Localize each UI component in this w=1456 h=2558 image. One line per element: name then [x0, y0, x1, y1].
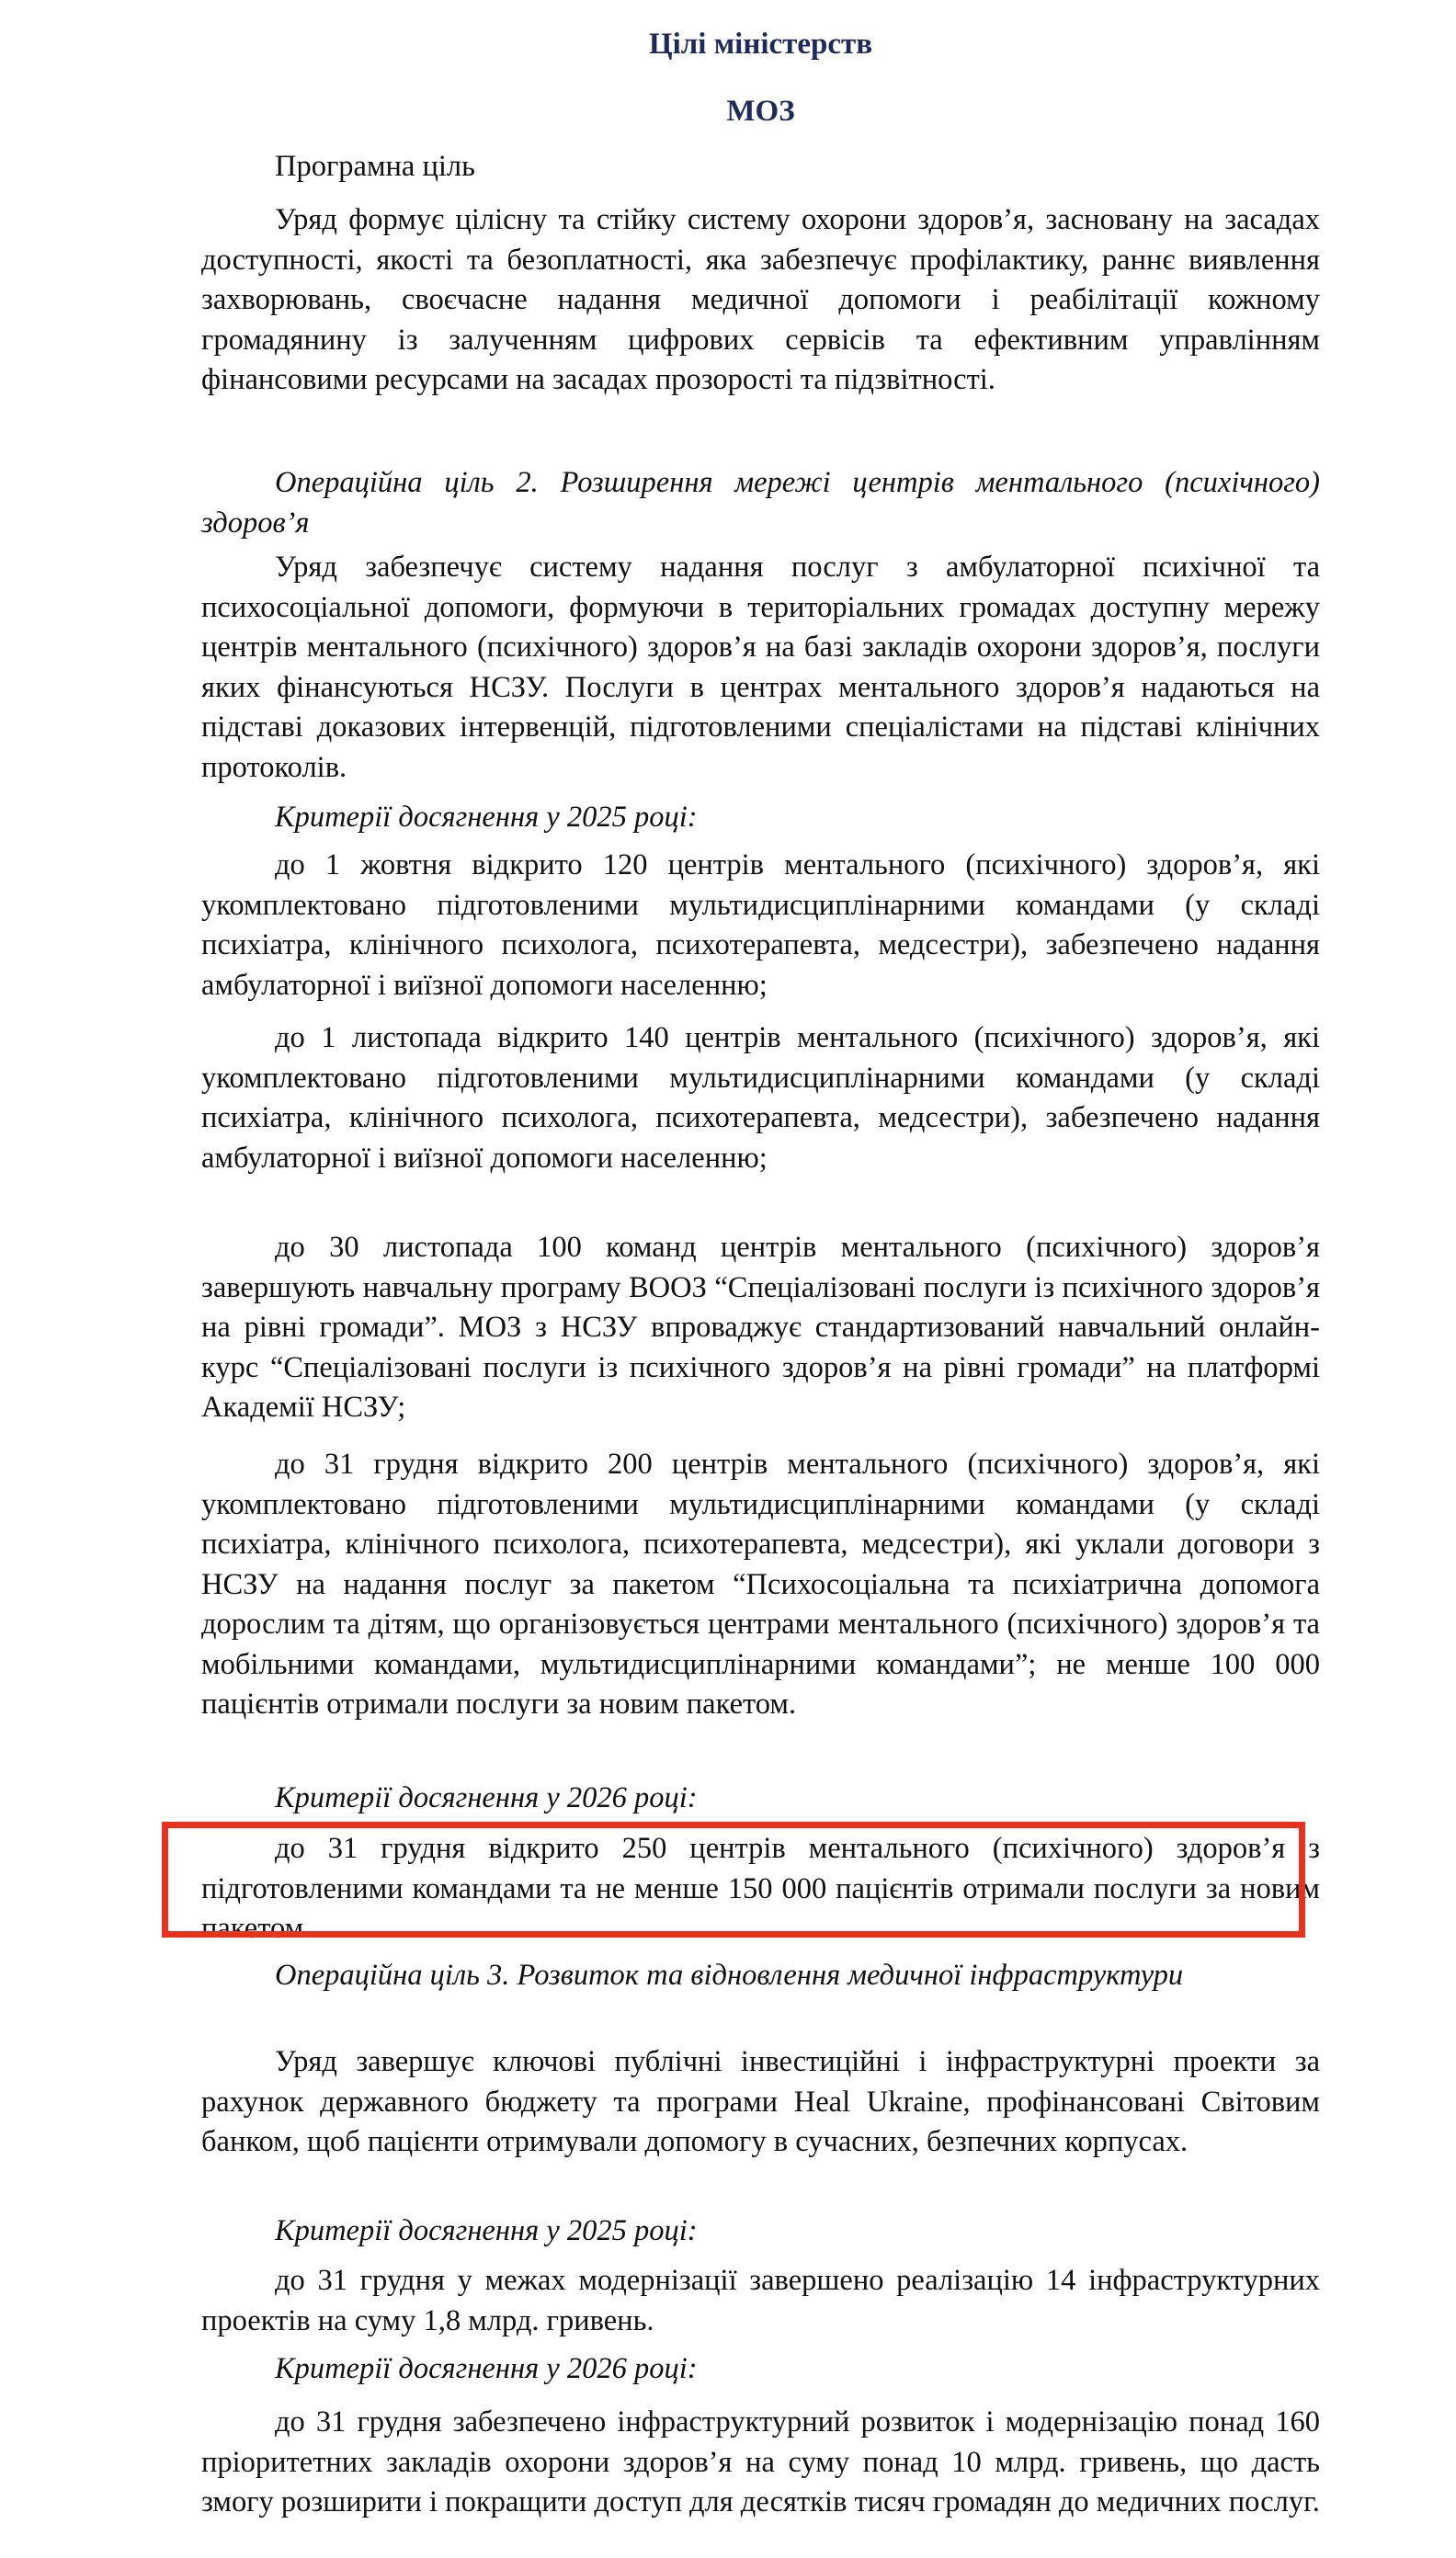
goal2-criterion-2025-4: до 31 грудня відкрито 200 центрів ментального (психічного) здоров’я, які укомплектовано підготовленими мультидисциплінарними командами (у складі психіатра, клінічного психолога, психотерапевта, медсестри), які уклали договори з НСЗУ на надання послуг за пакетом “Психосоціальна та психіатрична допомога дорослим та дітям, що організовується центрами ментального (психічного) здоров’я та мобільними командами, мультидисциплінарними командами”; не менше 100 000 пацієнтів отримали послуги за новим пакетом. [201, 1448, 1320, 1721]
goal3-text: Уряд завершує ключові публічні інвестиційні і інфраструктурні проекти за рахунок державного бюджету та програми Heal Ukraine, профінансовані Світовим банком, щоб пацієнти отримували допомогу в сучасних, безпечних корпусах. [201, 2045, 1320, 2158]
goal2-criterion-2025-3: до 30 листопада 100 команд центрів ментального (психічного) здоров’я завершують навчальну програму ВООЗ “Спеціалізовані послуги із психічного здоров’я на рівні громади”. МОЗ з НСЗУ впроваджує стандартизований навчальний онлайн-курс “Спеціалізовані послуги із психічного здоров’я на рівні громади” на платформі Академії НСЗУ; [201, 1231, 1320, 1424]
goal2-criteria-2025-label: Критерії досягнення у 2025 році: [275, 801, 698, 834]
page-title: Цілі міністерств [648, 28, 873, 61]
goal2-text: Уряд забезпечує систему надання послуг з амбулаторної психічної та психосоціальної допомоги, формуючи в територіальних громадах доступну мережу центрів ментального (психічного) здоров’я на базі закладів охорони здоров’я, послуги яких фінансуються НСЗУ. Послуги в центрах ментального здоров’я надаються на підставі доказових інтервенцій, підготовленими спеціалістами на підставі клінічних протоколів. [201, 551, 1320, 784]
goal2-title: Операційна ціль 2. Розширення мережі центрів ментального (психічного) здоров’я [201, 466, 1320, 540]
goal3-criterion-2025: до 31 грудня у межах модернізації завершено реалізацію 14 інфраструктурних проектів на суму 1,8 млрд. гривень. [201, 2264, 1320, 2337]
goal3-criteria-2026-label: Критерії досягнення у 2026 році: [275, 2352, 698, 2385]
goal2-criteria-2026-label: Критерії досягнення у 2026 році: [275, 1781, 698, 1814]
goal2-criterion-2025-1: до 1 жовтня відкрито 120 центрів ментального (психічного) здоров’я, які укомплектовано підготовленими мультидисциплінарними командами (у складі психіатра, клінічного психолога, психотерапевта, медсестри), забезпечено надання амбулаторної і виїзної допомоги населенню; [201, 848, 1320, 1002]
goal3-title: Операційна ціль 3. Розвиток та відновлення медичної інфраструктури [275, 1959, 1184, 1992]
goal2-criterion-2025-2: до 1 листопада відкрито 140 центрів ментального (психічного) здоров’я, які укомплектовано підготовленими мультидисциплінарними командами (у складі психіатра, клінічного психолога, психотерапевта, медсестри), забезпечено надання амбулаторної і виїзної допомоги населенню; [201, 1021, 1320, 1175]
ministry-name: МОЗ [726, 95, 795, 128]
goal3-criteria-2025-label: Критерії досягнення у 2025 році: [275, 2214, 698, 2247]
goal3-criterion-2026: до 31 грудня забезпечено інфраструктурний розвиток і модернізацію понад 160 пріоритетних закладів охорони здоров’я на суму понад 10 млрд. гривень, що дасть змогу розширити і покращити доступ для десятків тисяч громадян до медичних послуг. [201, 2405, 1320, 2518]
goal2-criterion-2026: до 31 грудня відкрито 250 центрів ментального (психічного) здоров’я з підготовленими командами та не менше 150 000 пацієнтів отримали послуги за новим пакетом. [201, 1832, 1320, 1945]
program-goal-label: Програмна ціль [275, 150, 475, 183]
program-goal-text: Уряд формує цілісну та стійку систему охорони здоров’я, засновану на засадах доступності, якості та безоплатності, яка забезпечує профілактику, раннє виявлення захворювань, своєчасне надання медичної допомоги і реабілітації кожному громадянину із залученням цифрових сервісів та ефективним управлінням фінансовими ресурсами на засадах прозорості та підзвітності. [201, 203, 1320, 396]
